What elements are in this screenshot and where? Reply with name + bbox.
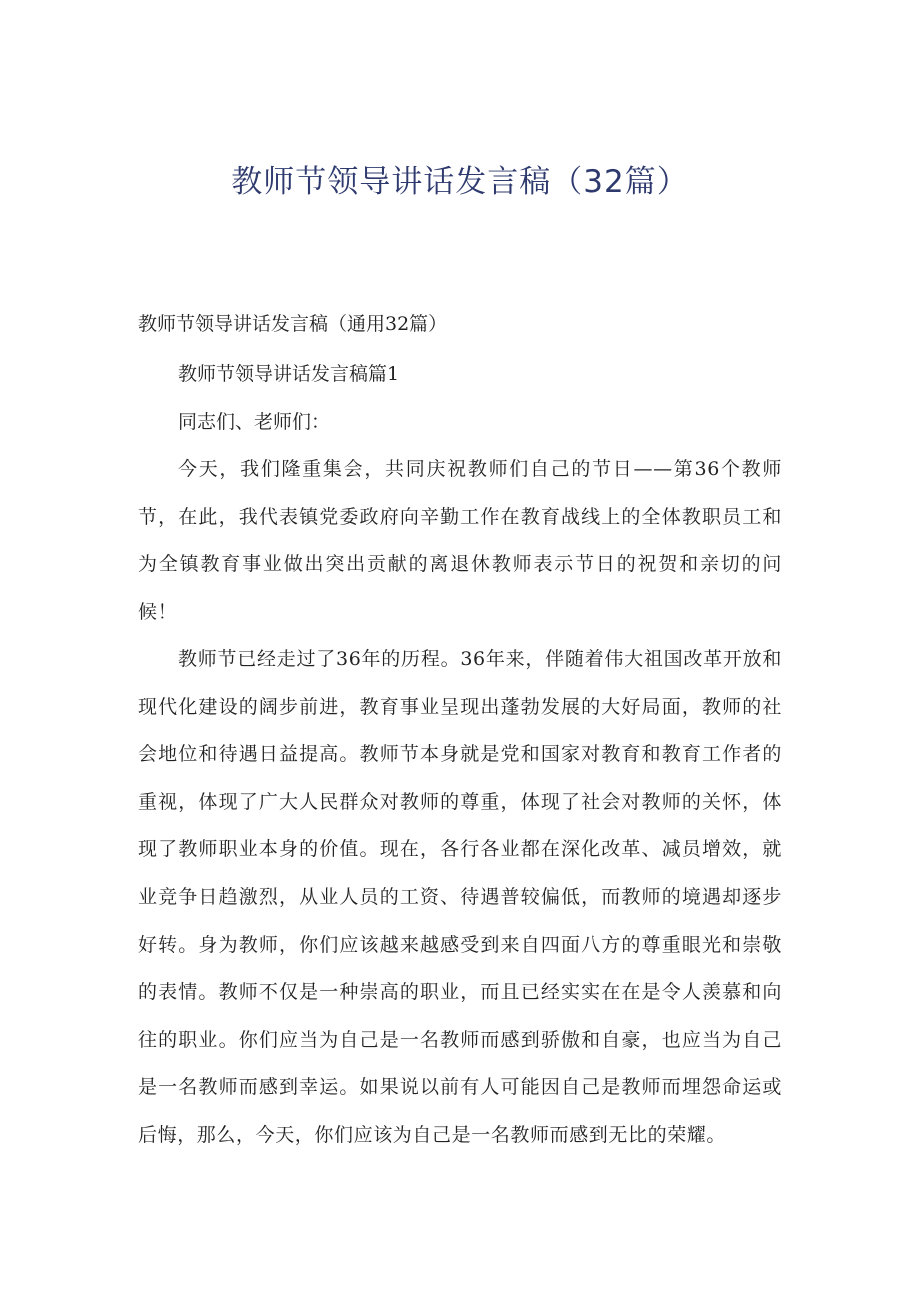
document-subtitle: 教师节领导讲话发言稿（通用32篇）	[138, 313, 448, 335]
paragraph-2: 教师节已经走过了36年的历程。36年来，伴随着伟大祖国改革开放和现代化建设的阔步前进，教育事业呈现出蓬勃发展的大好局面，教师的社会地位和待遇日益提高。教师节本身就是党和国家对教育和教育工作者的重视，体现了广大人民群众对教师的尊重，体现了社会对教师的关怀，体现了教师职业本身的价值。现在，各行各业都在深化改革、减员增效，就业竞争日趋激烈，从业人员的工资、待遇普较偏低，而教师的境遇却逐步好转。身为教师，你们应该越来越感受到来自四面八方的尊重眼光和崇敬的表情。教师不仅是一种崇高的职业，而且已经实实在在是令人羡慕和向往的职业。你们应当为自己是一名教师而感到骄傲和自豪，也应当为自己是一名教师而感到幸运。如果说以前有人可能因自己是教师而埋怨命运或后悔，那么，今天，你们应该为自己是一名教师而感到无比的荣耀。	[138, 648, 782, 1146]
greeting-line: 同志们、老师们：	[178, 411, 331, 433]
paragraph-1: 今天，我们隆重集会，共同庆祝教师们自己的节日——第36个教师节，在此，我代表镇党委政府向辛勤工作在教育战线上的全体教职员工和为全镇教育事业做出突出贡献的离退休教师表示节日的祝贺和亲切的问候！	[138, 458, 782, 623]
section-heading: 教师节领导讲话发言稿篇1	[178, 363, 400, 385]
document-title: 教师节领导讲话发言稿（32篇）	[231, 164, 689, 200]
